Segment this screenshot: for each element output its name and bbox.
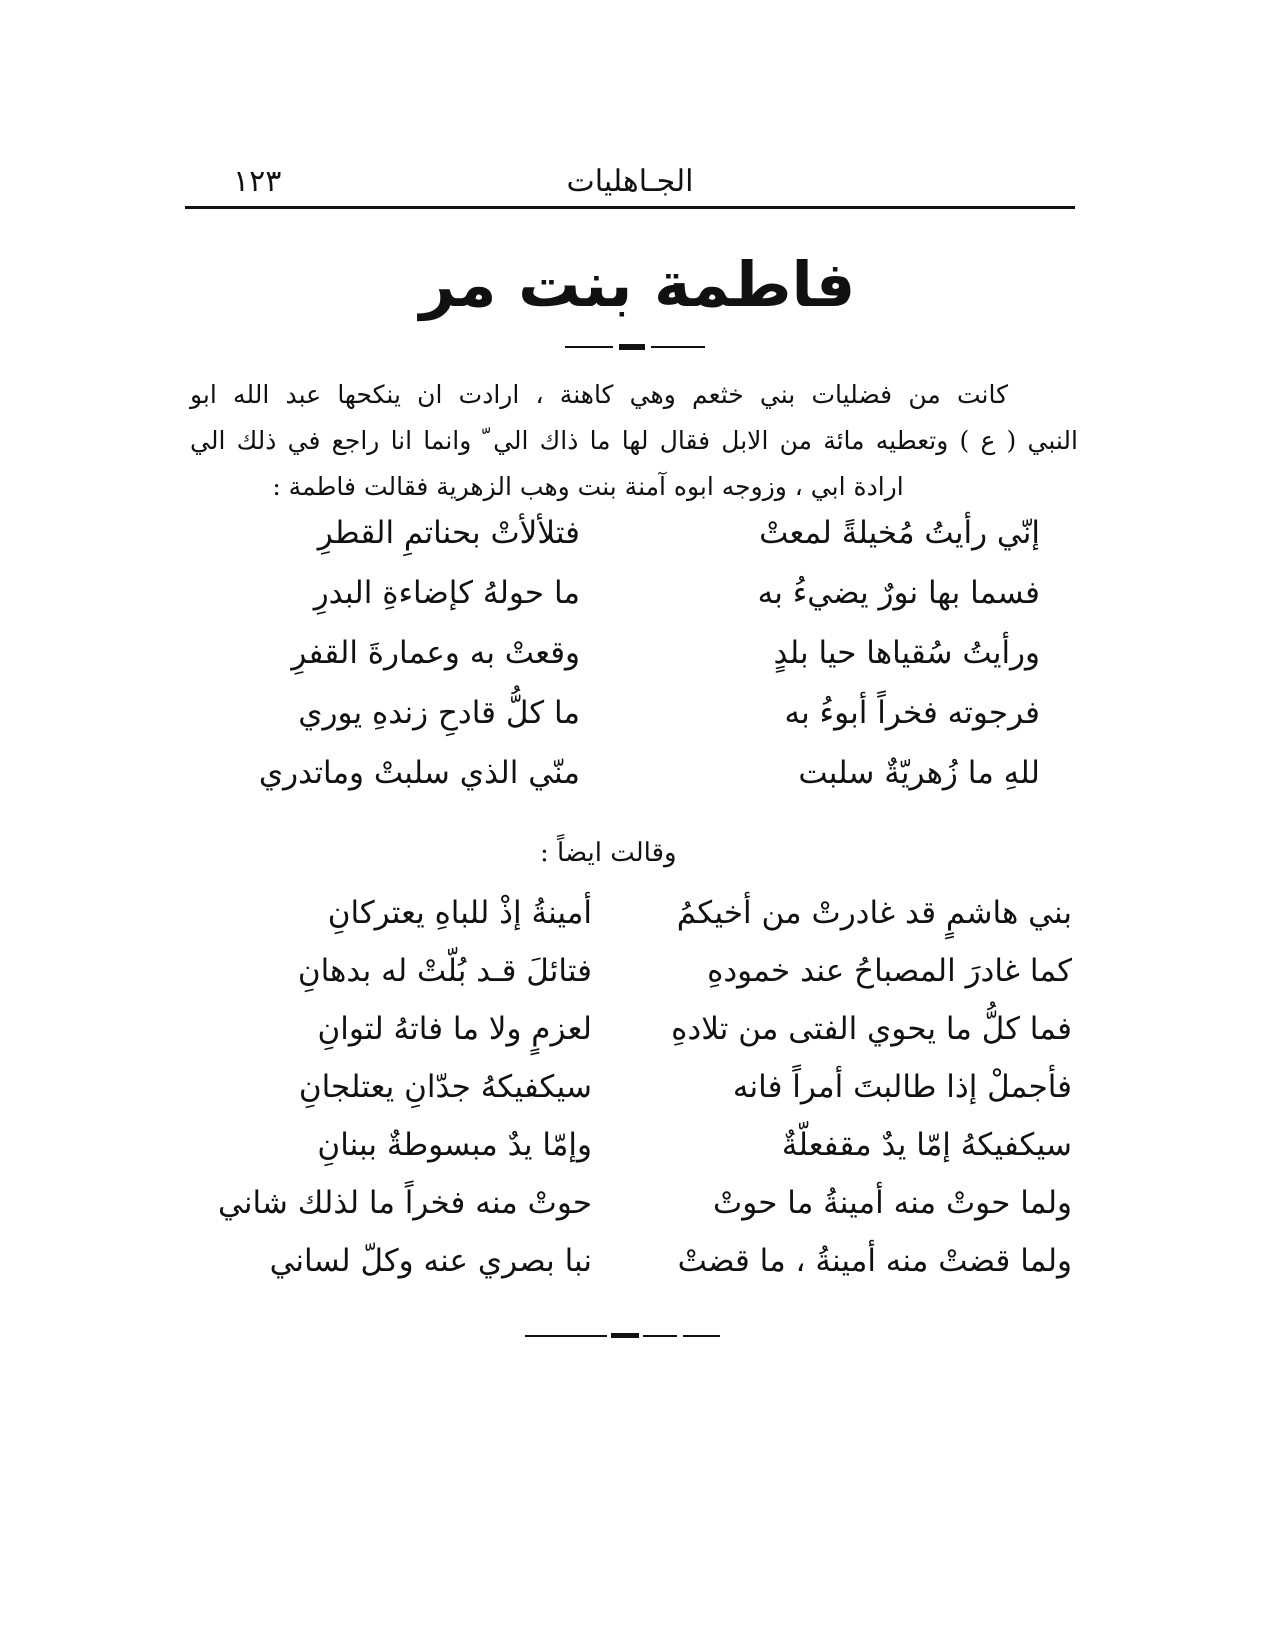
intro-line: ارادة ابي ، وزوجه ابوه آمنة بنت وهب الزهرية فقالت فاطمة : <box>272 472 904 501</box>
verse-second-hemistich: فتائلَ قـد بُلّتْ له بدهانِ <box>297 953 592 989</box>
verse-second-hemistich: فتلألأتْ بحناتمِ القطرِ <box>317 515 580 551</box>
verse-first-hemistich: فما كلُّ ما يحوي الفتى من تلادهِ <box>671 1011 1072 1047</box>
verse-second-hemistich: سيكفيكهُ جدّانِ يعتلجانِ <box>298 1069 592 1105</box>
running-head <box>185 158 1075 206</box>
verse <box>250 755 1040 815</box>
verse-second-hemistich: وإمّا يدٌ مبسوطةٌ ببنانِ <box>317 1127 592 1163</box>
verse <box>180 1185 1072 1243</box>
verse-first-hemistich: إنّي رأيتُ مُخيلةً لمعتْ <box>759 515 1040 551</box>
verse <box>180 1069 1072 1127</box>
verse-first-hemistich: سيكفيكهُ إمّا يدٌ مقفعلّةٌ <box>781 1127 1072 1163</box>
verse-second-hemistich: منّي الذي سلبتْ وماتدري <box>258 755 580 791</box>
verse-first-hemistich: بني هاشمٍ قد غادرتْ من أخيكمُ <box>676 895 1072 931</box>
verse-first-hemistich: كما غادرَ المصباحُ عند خمودهِ <box>707 953 1072 989</box>
verse <box>250 575 1040 635</box>
end-ornament-rule <box>525 1333 720 1339</box>
verse-second-hemistich: نبا بصري عنه وكلّ لساني <box>269 1243 592 1279</box>
verse <box>180 895 1072 953</box>
verse-second-hemistich: ما كلُّ قادحِ زندهِ يوري <box>298 695 580 731</box>
page-number: ١٢٣ <box>233 164 282 199</box>
verse <box>180 1127 1072 1185</box>
poem-transition-text: وقالت ايضاً : <box>540 838 677 868</box>
verse <box>250 515 1040 575</box>
verse-first-hemistich: للهِ ما زُهريّةٌ سلبت <box>798 755 1040 791</box>
running-title: الجـاهليات <box>566 164 694 199</box>
verse <box>250 695 1040 755</box>
verse-second-hemistich: حوتْ منه فخراً ما لذلك شاني <box>218 1185 592 1221</box>
verse-first-hemistich: فسما بها نورٌ يضيءُ به <box>757 575 1040 611</box>
verse-second-hemistich: أمينةُ إذْ للباهِ يعتركانِ <box>327 895 592 931</box>
verse-second-hemistich: ما حولهُ كإضاءةِ البدرِ <box>313 575 580 611</box>
poem-first <box>250 515 1040 815</box>
intro-line: النبي ( ع ) وتعطيه مائة من الابل فقال لها ما ذاك الي ّ وانما انا راجع في ذلك الي <box>190 426 1078 455</box>
verse <box>180 1243 1072 1301</box>
verse-first-hemistich: فأجملْ إذا طالبتَ أمراً فانه <box>732 1069 1072 1105</box>
intro-line: كانت من فضليات بني خثعم وهي كاهنة ، ارادت ان ينكحها عبد الله ابو <box>190 380 1008 409</box>
title-ornament-rule <box>565 344 705 350</box>
poem-second <box>180 895 1072 1301</box>
verse-first-hemistich: فرجوته فخراً أبوءُ به <box>784 695 1040 731</box>
verse-second-hemistich: لعزمٍ ولا ما فاتهُ لتوانِ <box>317 1011 592 1047</box>
verse-first-hemistich: ولما قضتْ منه أمينةُ ، ما قضتْ <box>677 1243 1072 1279</box>
verse <box>180 953 1072 1011</box>
chapter-title: فاطمة بنت مر <box>419 248 856 321</box>
verse-second-hemistich: وقعتْ به وعمارةَ القفرِ <box>291 635 580 671</box>
header-rule <box>185 206 1075 209</box>
intro-paragraph <box>190 372 1078 510</box>
verse-first-hemistich: ولما حوتْ منه أمينةُ ما حوتْ <box>713 1185 1072 1221</box>
verse <box>180 1011 1072 1069</box>
verse <box>250 635 1040 695</box>
verse-first-hemistich: ورأيتُ سُقياها حيا بلدٍ <box>773 635 1040 671</box>
